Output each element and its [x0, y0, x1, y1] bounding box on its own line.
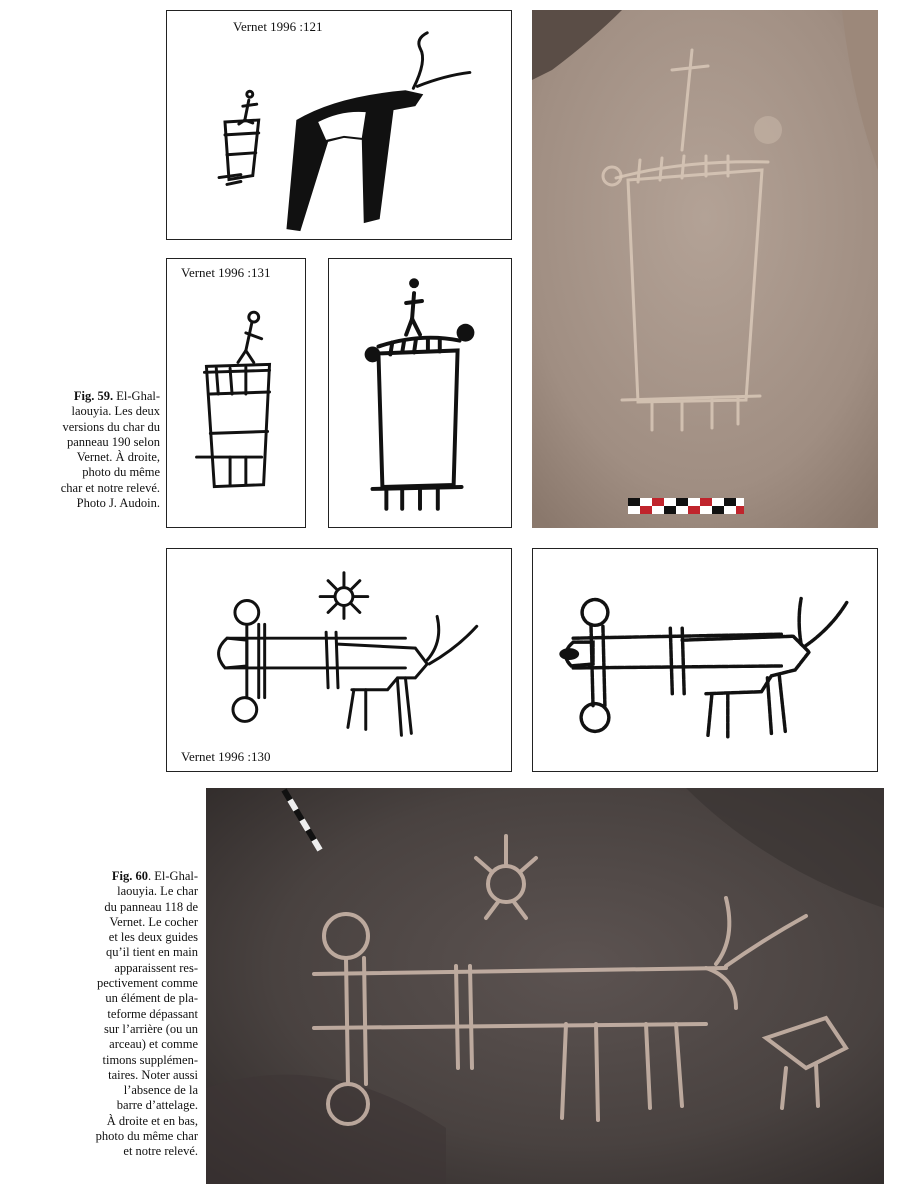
caption-line: et les deux guides [108, 930, 198, 945]
scale-bar [628, 498, 744, 514]
caption-line: laouyia. Les deux [71, 404, 160, 419]
caption-line: laouyia. Le char [117, 884, 198, 899]
caption-line: Vernet. Le cocher [109, 914, 198, 929]
caption-line: . El-Ghal- [148, 869, 198, 883]
caption-line: apparaissent res- [114, 960, 198, 975]
panel-tracing-chariot-ox [532, 548, 878, 772]
caption-line: qu’il tient en main [106, 945, 198, 960]
rock-engraving-photo-dark [206, 788, 884, 1184]
photo-rock-chariot-ox [206, 788, 884, 1184]
photo-rock-chariot [532, 10, 878, 528]
caption-line: Photo J. Audoin. [76, 496, 160, 511]
caption-line: taires. Noter aussi [108, 1067, 198, 1082]
caption-line: photo du même [82, 465, 160, 480]
caption-line: timons supplémen- [102, 1052, 198, 1067]
caption-line: et notre relevé. [123, 1144, 198, 1159]
panel-tracing-chariot [328, 258, 512, 528]
fig-number: Fig. 59. [73, 389, 114, 403]
caption-line: du panneau 118 de [104, 899, 198, 914]
panel-label: Vernet 1996 :121 [233, 19, 323, 34]
caption-line: El-Ghal- [116, 389, 160, 403]
caption-line: versions du char du [62, 419, 160, 434]
caption-line: À droite et en bas, [106, 1113, 198, 1128]
panel-vernet-131 [166, 258, 306, 528]
drawing-chariot-tracing [329, 259, 511, 527]
panel-label: Vernet 1996 :130 [181, 749, 271, 764]
drawing-chariot-with-horse [167, 11, 511, 239]
panel-vernet-130 [166, 548, 512, 772]
caption-line: un élément de pla- [105, 991, 198, 1006]
panel-label: Vernet 1996 :131 [181, 265, 271, 280]
fig-number: Fig. 60 [111, 869, 149, 883]
caption-line: sur l’arrière (ou un [103, 1021, 198, 1036]
drawing-chariot-with-ox [167, 549, 511, 771]
caption-line: char et notre relevé. [60, 480, 160, 495]
caption-line: arceau) et comme [109, 1037, 198, 1052]
caption-fig-60 [10, 869, 198, 1160]
panel-vernet-121 [166, 10, 512, 240]
drawing-chariot-ox-tracing [533, 549, 877, 771]
caption-line: panneau 190 selon [66, 434, 160, 449]
rock-engraving-photo [532, 10, 878, 528]
caption-line: teforme dépassant [107, 1006, 198, 1021]
drawing-chariot-with-driver [167, 259, 305, 527]
caption-line: barre d’attelage. [116, 1098, 198, 1113]
caption-line: Vernet. À droite, [76, 450, 160, 465]
caption-fig-59 [10, 389, 160, 511]
caption-line: l’absence de la [123, 1083, 198, 1098]
caption-line: pectivement comme [96, 976, 198, 991]
caption-line: photo du même char [95, 1129, 198, 1144]
